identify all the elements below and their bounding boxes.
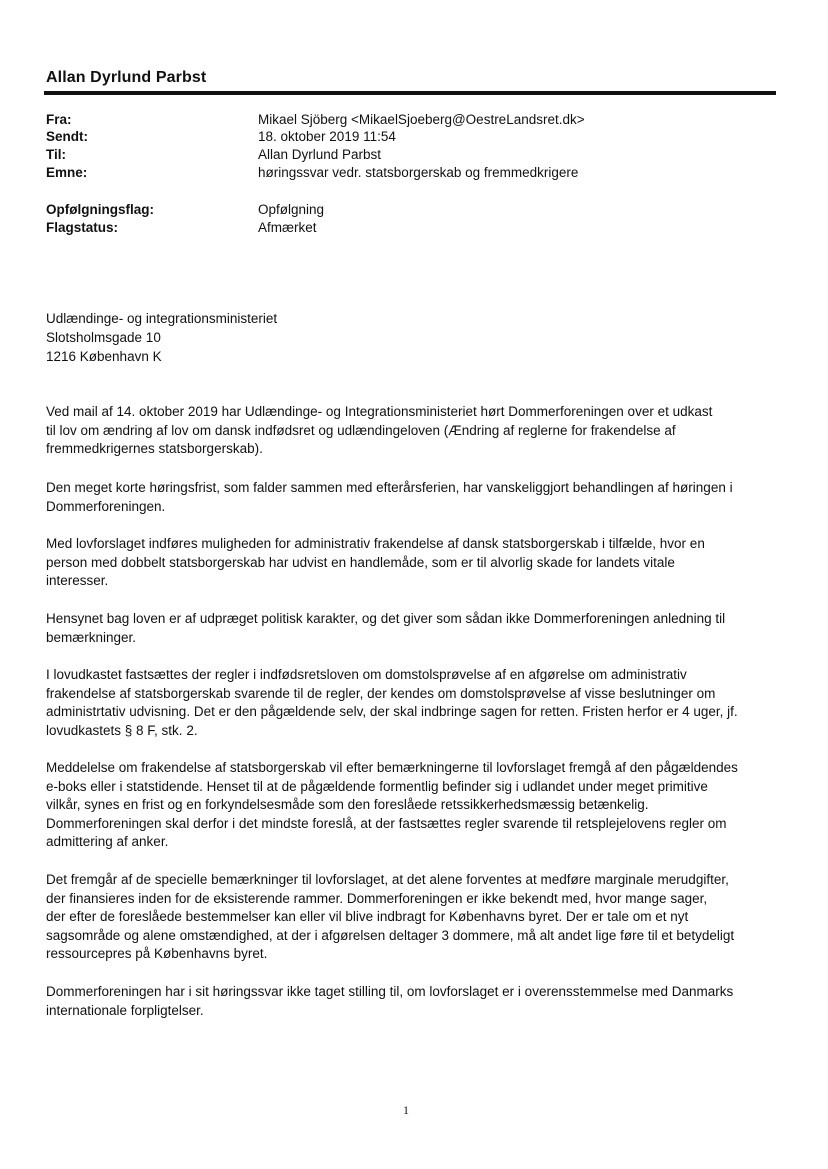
paragraph [46,479,786,516]
text-line: admittering af anker. [46,834,169,849]
flag-status-value: Afmærket [258,220,317,235]
text-line: Den meget korte høringsfrist, som falder sammen med efterårsferien, har vanskeliggjort behandlingen af høringen i [46,480,733,495]
text-line: Ved mail af 14. oktober 2019 har Udlændinge- og Integrationsministeriet hørt Dommerforeningen over et udkast [46,404,713,419]
text-line: Dommerforeningen skal derfor i det mindste foreslå, at der fastsættes regler svarende til retsplejelovens regler om [46,815,727,831]
text-line: Med lovforslaget indføres muligheden for administrativ frakendelse af dansk statsborgerskab i tilfælde, hvor en [46,536,705,551]
from-label: Fra: [46,112,72,127]
sent-value: 18. oktober 2019 11:54 [258,129,396,144]
text-line: Meddelelse om frakendelse af statsborgerskab vil efter bemærkningerne til lovforslaget fremgå af den pågældendes [46,760,738,775]
subject-label: Emne: [46,165,88,180]
text-line: I lovudkastet fastsættes der regler i indfødsretsloven om domstolsprøvelse af en afgørelse om administrativ [46,667,687,682]
text-line: ressourcepres på Københavns byret. [46,946,268,961]
text-line: Dommerforeningen. [46,498,166,514]
paragraph [46,871,786,964]
followup-flag-value: Opfølgning [258,202,325,217]
to-value: Allan Dyrlund Parbst [258,147,382,162]
mailbox-owner-name: Allan Dyrlund Parbst [46,69,207,86]
text-line: administrtativ udvisning. Det er den pågældende selv, der skal indbringe sagen for retten. Fristen herfor er 4 uger, jf. [46,704,738,719]
text-line: fremmedkrigernes statsborgerskab). [46,441,263,456]
text-line: Hensynet bag loven er af udpræget politisk karakter, og det giver som sådan ikke Dommerforeningen anledning til [46,611,726,626]
text-line: lovudkastets § 8 F, stk. 2. [46,722,198,738]
paragraph [46,759,786,852]
text-line: person med dobbelt statsborgerskab har udvist en handlemåde, som er til alvorlig skade for landets vitale [46,554,675,570]
text-line: til lov om ændring af lov om dansk indfødsret og udlændingeloven (Ændring af reglerne for frakendelse af [46,422,676,438]
address-line: Udlændinge- og integrationsministeriet [46,311,278,326]
sent-label: Sendt: [46,129,88,144]
page-number: 1 [403,1103,409,1117]
address-line: Slotsholmsgade 10 [46,330,161,345]
text-line: sagsområde og alene omstændighed, at der i afgørelsen deltager 3 dommere, må alt andet lige føre til et betydeligt [46,927,735,943]
text-line: internationale forpligtelser. [46,1002,204,1018]
text-line: Dommerforeningen har i sit høringssvar ikke taget stilling til, om lovforslaget er i overensstemmelse med Danmarks [46,984,734,999]
followup-flag-label: Opfølgningsflag: [46,202,154,217]
text-line: der efter de foreslåede bestemmelser kan eller vil blive indbragt for Københavns byret. Der er tale om et nyt [46,909,689,924]
paragraph [46,610,786,647]
to-label: Til: [46,147,66,162]
flag-status-label: Flagstatus: [46,220,119,235]
recipient-address [46,309,277,366]
paragraph [46,403,786,459]
paragraph [46,983,786,1020]
from-value: Mikael Sjöberg <MikaelSjoeberg@OestreLandsret.dk> [258,112,585,127]
text-line: bemærkninger. [46,629,137,645]
header-divider [44,91,776,95]
text-line: e-boks eller i statstidende. Henset til at de pågældende formentlig befinder sig i udlandet under meget primitive [46,778,708,794]
subject-value: høringssvar vedr. statsborgerskab og fremmedkrigere [258,165,579,180]
address-line: 1216 København K [46,349,162,364]
text-line: interesser. [46,573,109,588]
text-line: der finansieres inden for de eksisterende rammer. Dommerforeningen er ikke bekendt med, hvor mange sager, [46,890,708,906]
paragraph [46,666,786,740]
text-line: vilkår, synes en frist og en forkyndelsesmåde som den foreslåede retssikkerhedsmæssig betænkelig. [46,797,649,812]
text-line: Det fremgår af de specielle bemærkninger til lovforslaget, at det alene forventes at medføre marginale merudgifter, [46,872,729,887]
paragraph [46,535,786,591]
text-line: frakendelse af statsborgerskab svarende til de regler, der kendes om domstolsprøvelse af visse beslutninger om [46,685,716,701]
